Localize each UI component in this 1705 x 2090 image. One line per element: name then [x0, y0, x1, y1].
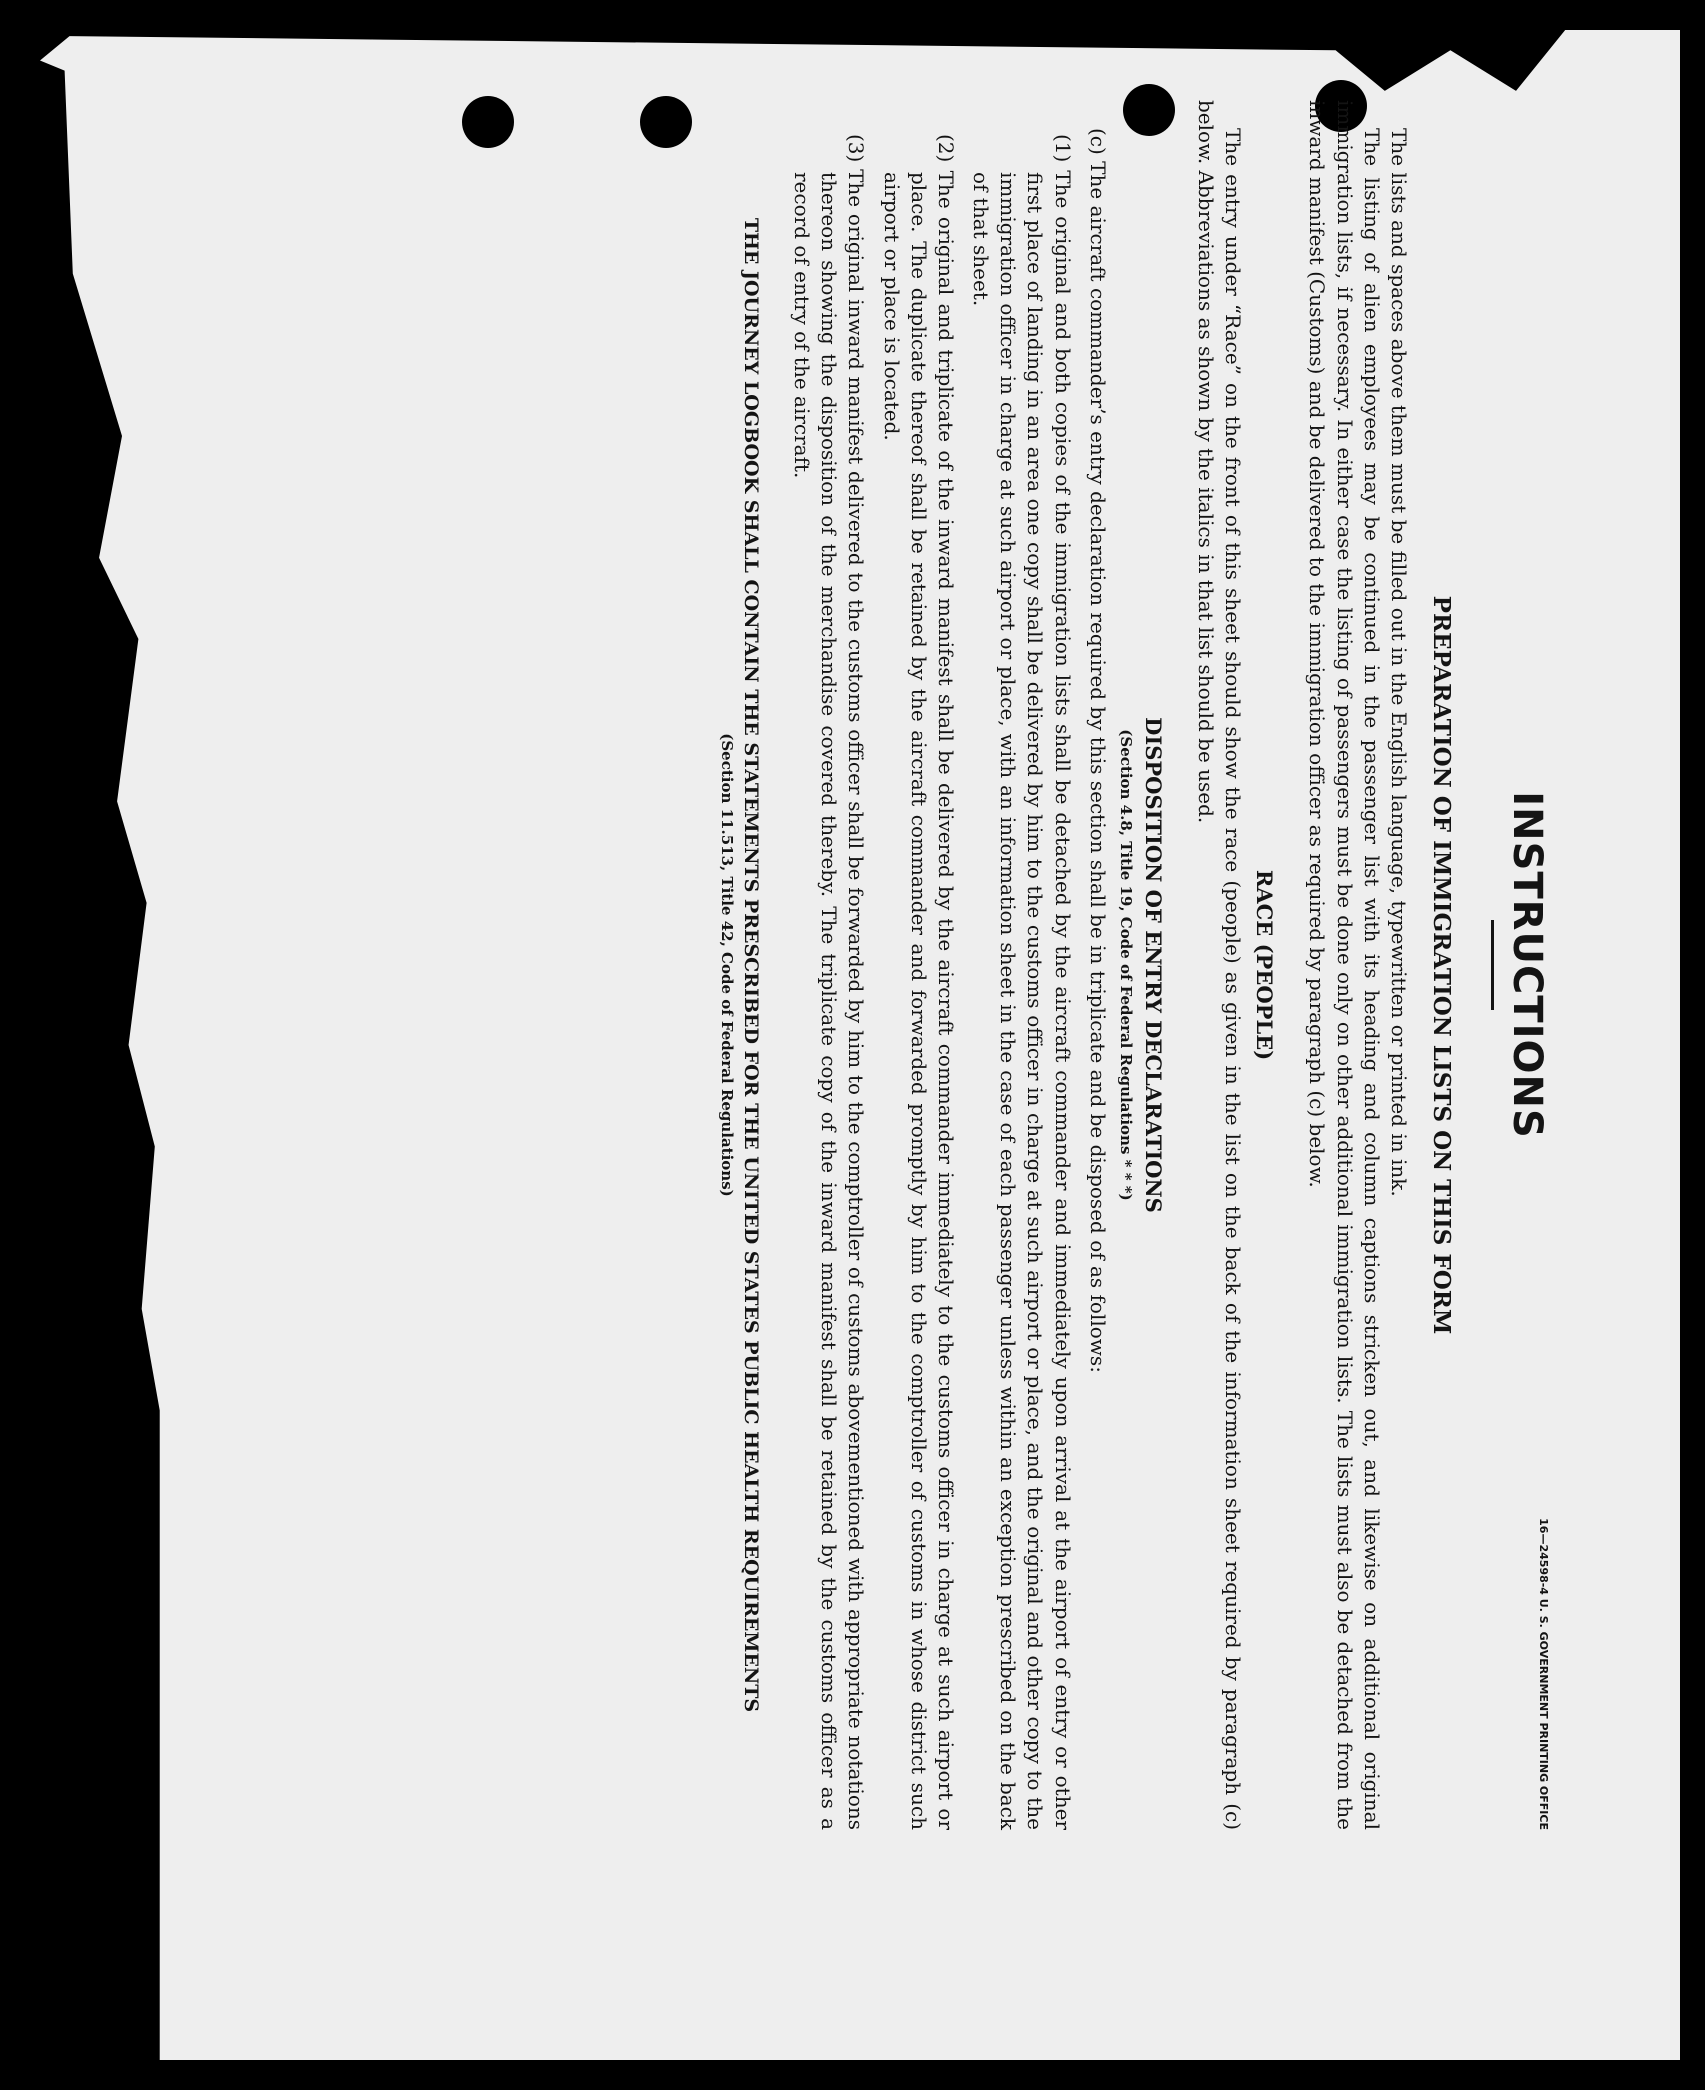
rotated-content [710, 100, 1550, 1830]
heading-preparation: PREPARATION OF IMMIGRATION LISTS ON THIS FORM [1428, 595, 1455, 1335]
preparation-paragraph-2: The listing of alien employees may be continued in the passenger list with its heading and column captions stricken out, and likewise on additional original immigration lists, if necessary. In either case the listing of passengers must be done only on other additional immigration lists. The lists must also be detached from the inward manifest (Customs) and be delivered to the immigration officer as required by paragraph (c) below. [1305, 100, 1384, 1830]
heading-disposition: DISPOSITION OF ENTRY DECLARATIONS [1140, 717, 1166, 1213]
punch-hole [640, 96, 692, 148]
journey-statement: THE JOURNEY LOGBOOK SHALL CONTAIN THE STATEMENTS PRESCRIBED FOR THE UNITED STATES PUBLIC HEALTH REQUIREMENTS [739, 217, 762, 1713]
punch-hole [462, 96, 514, 148]
race-paragraph: The entry under “Race” on the front of this sheet should show the race (people) as given in the list on the back of the information sheet required by paragraph (c) below. Abbreviations as shown by the italics in that list should be used. [1194, 100, 1246, 1830]
title-underline [1491, 920, 1494, 1010]
journey-citation: (Section 11.513, Title 42, Code of Federal Regulations) [717, 733, 736, 1197]
item-1: (1) The original and both copies of the immigration lists shall be detached by the aircraft commander and immediately upon arrival at the airport of entry or other first place of landing in an area one copy shall be delivered by him to the customs officer in charge at such airport or place, and the original and other copy to the immigration officer in charge at such airport or place, with an information sheet in the case of each passenger unless within an exception prescribed on the back of that sheet. [969, 134, 1075, 1830]
item-3: (3) The original inward manifest delivered to the customs officer shall be forwarded by him to the comptroller of customs abovementioned with appropriate notations thereon showing the disposition of the merchandise covered thereby. The triplicate copy of the inward manifest shall be retained by the customs officer as a record of entry of the aircraft. [790, 134, 869, 1830]
item-c: (c) The aircraft commander’s entry declaration required by this section shall be in triplicate and be disposed of as follows: [1085, 128, 1110, 1373]
printer-mark: 16—24598-4 U. S. GOVERNMENT PRINTING OFFICE [1537, 1518, 1550, 1830]
heading-race: RACE (PEOPLE) [1252, 869, 1278, 1061]
disposition-citation: (Section 4.8, Title 19, Code of Federal Regulations * * *) [1116, 729, 1135, 1201]
page-title: INSTRUCTIONS [1504, 791, 1550, 1139]
preparation-paragraph-1: The lists and spaces above them must be filled out in the English language, typewritten or printed in ink. [1387, 128, 1411, 1197]
item-2: (2) The original and triplicate of the inward manifest shall be delivered by the aircraft commander immediately to the customs officer in charge at such airport or place. The duplicate thereof shall be retained by the aircraft commander and forwarded promptly by him to the comptroller of customs in whose district such airport or place is located. [879, 134, 958, 1830]
